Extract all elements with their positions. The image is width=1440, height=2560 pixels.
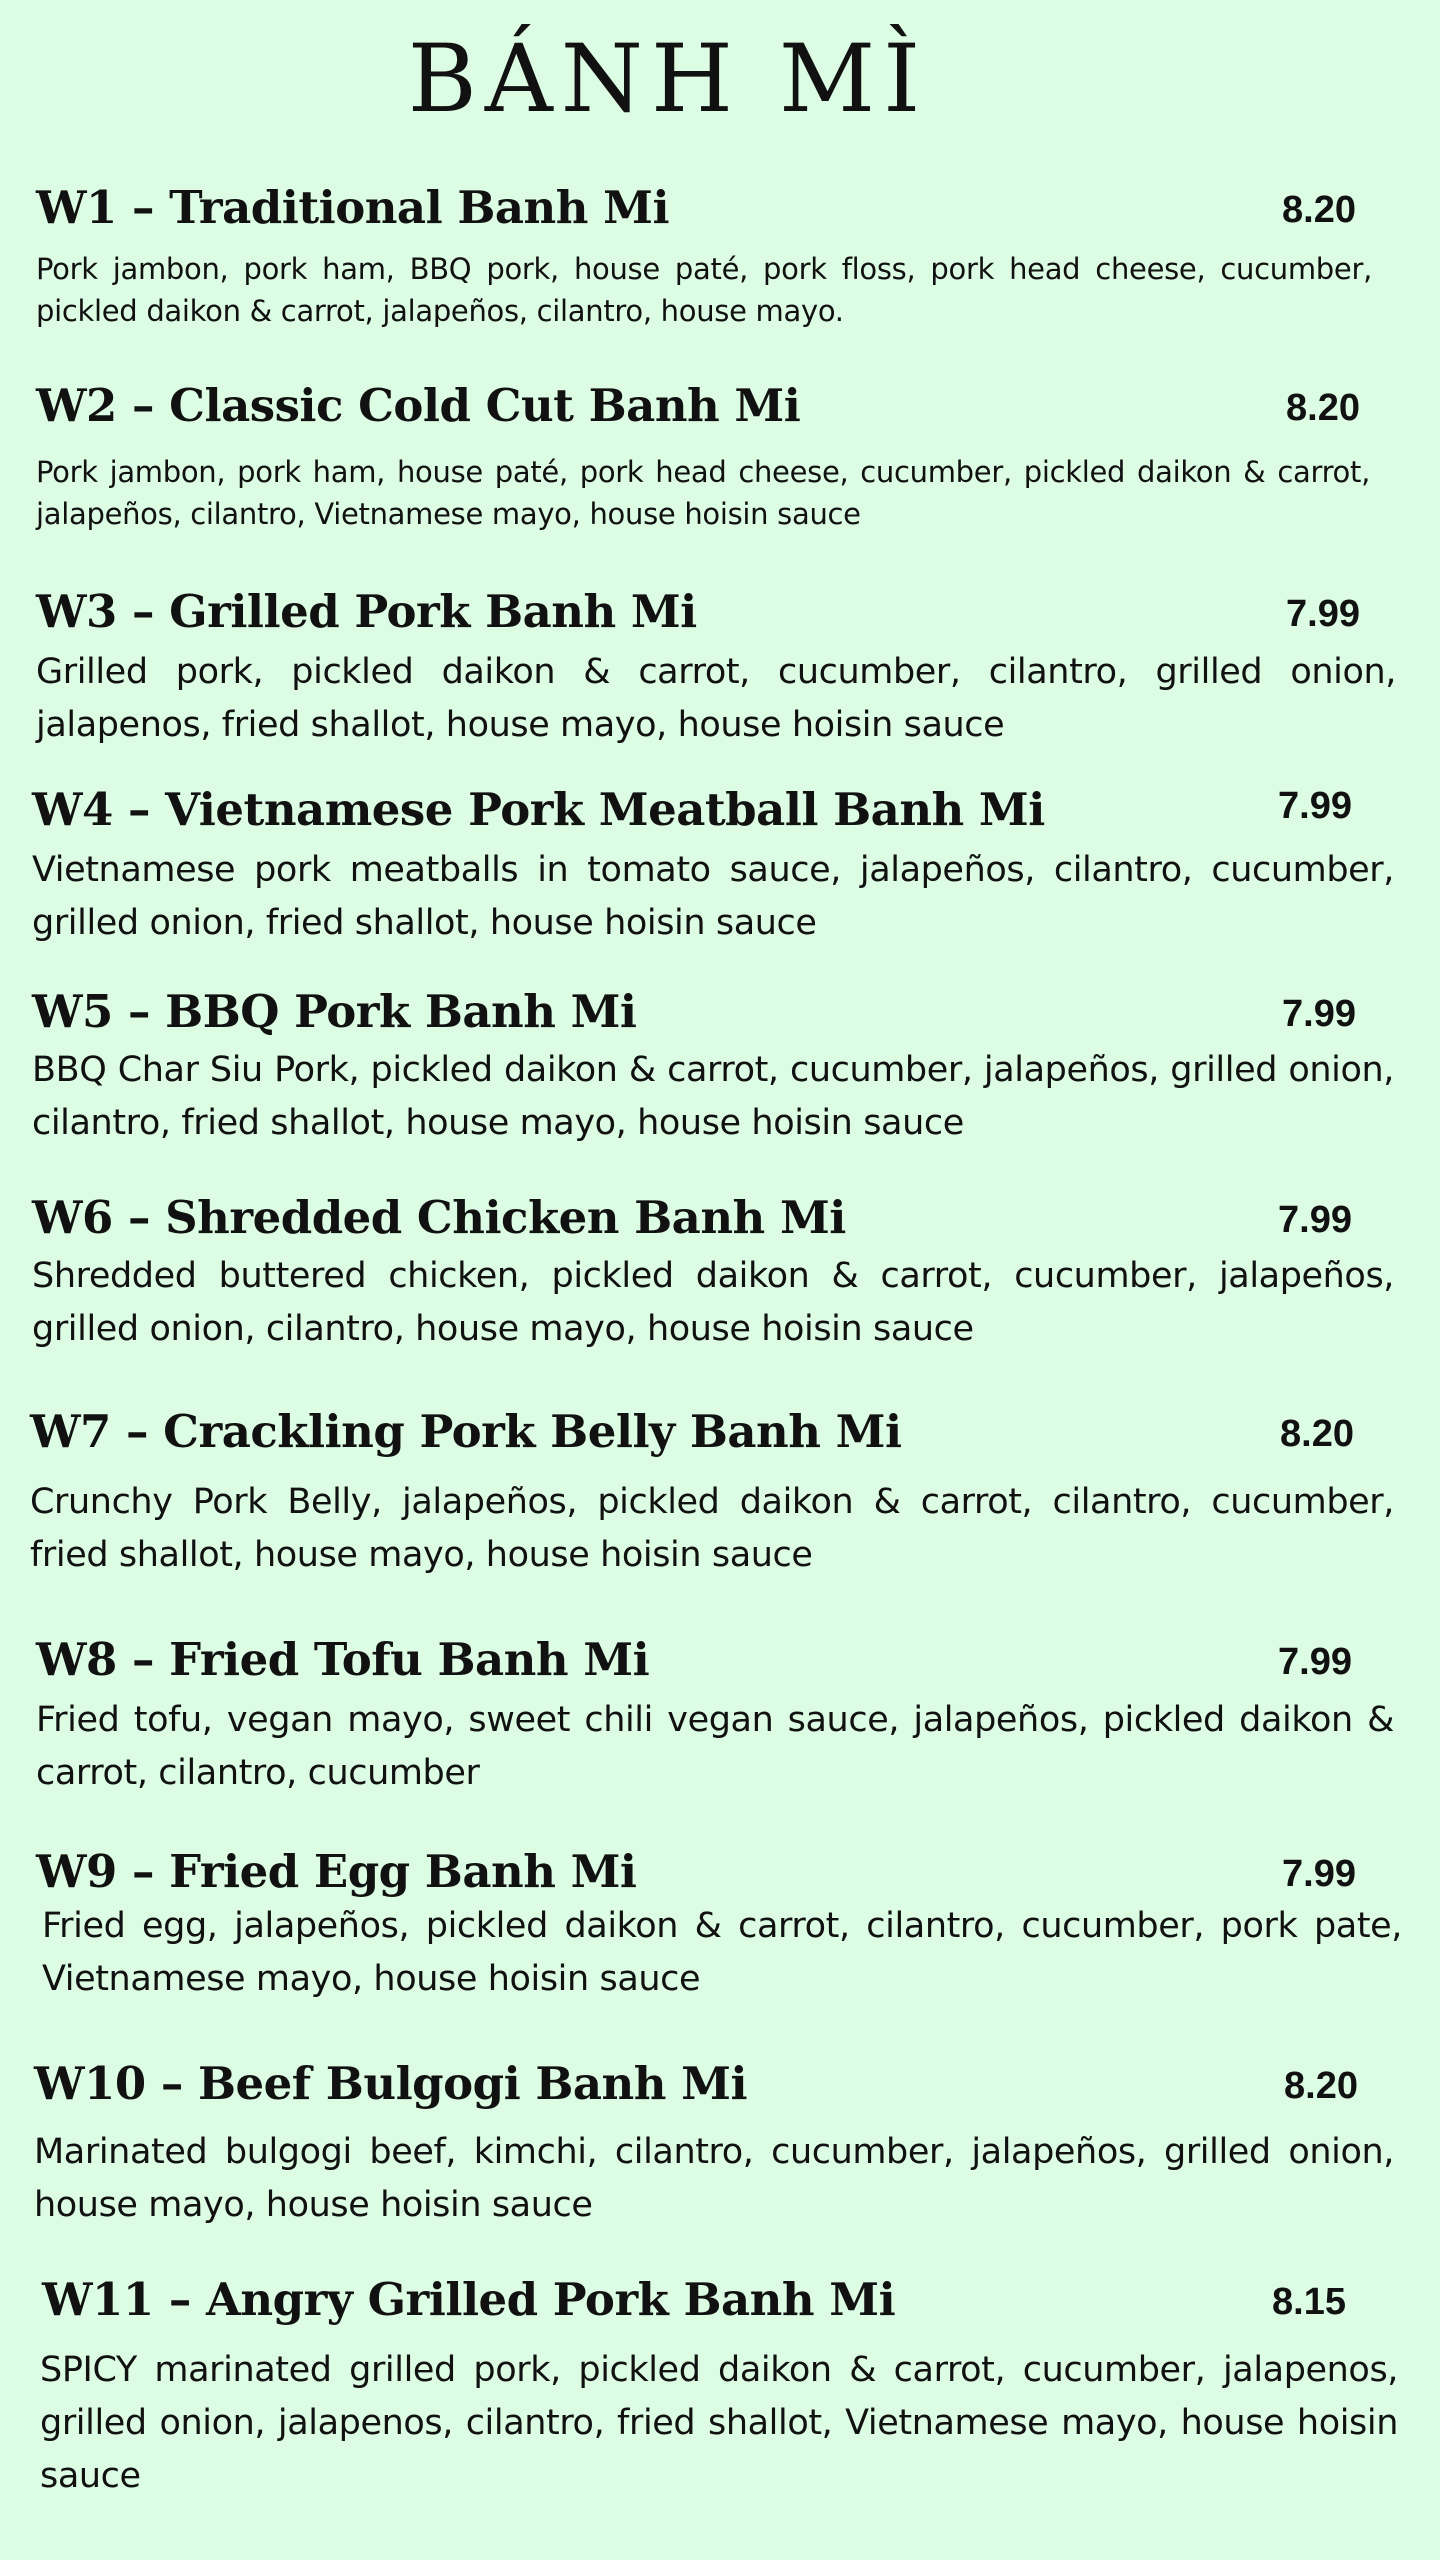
item-description: Crunchy Pork Belly, jalapeños, pickled daikon & carrot, cilantro, cucumber, fried shallot, house mayo, house hoisin sauce <box>30 1482 1394 1575</box>
item-description: Fried egg, jalapeños, pickled daikon & carrot, cilantro, cucumber, pork pate, Vietnamese mayo, house hoisin sauce <box>42 1906 1402 1999</box>
menu-title: BÁNH MÌ <box>407 25 929 134</box>
item-description: Pork jambon, pork ham, BBQ pork, house paté, pork floss, pork head cheese, cucumber, pickled daikon & carrot, jalapeños, cilantro, house mayo. <box>36 252 1372 328</box>
item-price: 8.20 <box>1280 1413 1354 1455</box>
item-price: 7.99 <box>1282 993 1356 1035</box>
item-name: W9 – Fried Egg Banh Mi <box>36 1845 637 1898</box>
item-name: W7 – Crackling Pork Belly Banh Mi <box>30 1405 902 1458</box>
item-price: 7.99 <box>1278 785 1352 827</box>
item-description: SPICY marinated grilled pork, pickled daikon & carrot, cucumber, jalapenos, grilled onion, jalapenos, cilantro, fried shallot, Vietnamese mayo, house hoisin sauce <box>40 2350 1398 2496</box>
item-name: W6 – Shredded Chicken Banh Mi <box>32 1191 846 1244</box>
item-description: Vietnamese pork meatballs in tomato sauce, jalapeños, cilantro, cucumber, grilled onion, fried shallot, house hoisin sauce <box>32 850 1394 943</box>
item-name: W5 – BBQ Pork Banh Mi <box>32 985 637 1038</box>
item-price: 7.99 <box>1282 1853 1356 1895</box>
item-price: 8.15 <box>1272 2281 1346 2323</box>
item-description: Grilled pork, pickled daikon & carrot, cucumber, cilantro, grilled onion, jalapenos, fried shallot, house mayo, house hoisin sauce <box>36 652 1396 745</box>
item-name: W4 – Vietnamese Pork Meatball Banh Mi <box>32 783 1045 836</box>
item-description: Fried tofu, vegan mayo, sweet chili vegan sauce, jalapeños, pickled daikon & carrot, cilantro, cucumber <box>36 1700 1394 1793</box>
item-price: 7.99 <box>1286 593 1360 635</box>
item-name: W10 – Beef Bulgogi Banh Mi <box>34 2057 748 2110</box>
item-name: W1 – Traditional Banh Mi <box>36 181 670 234</box>
item-name: W8 – Fried Tofu Banh Mi <box>36 1633 650 1686</box>
item-price: 8.20 <box>1282 189 1356 231</box>
item-price: 8.20 <box>1286 387 1360 429</box>
item-price: 8.20 <box>1284 2065 1358 2107</box>
item-price: 7.99 <box>1278 1199 1352 1241</box>
item-description: Shredded buttered chicken, pickled daikon & carrot, cucumber, jalapeños, grilled onion, cilantro, house mayo, house hoisin sauce <box>32 1256 1394 1349</box>
item-price: 7.99 <box>1278 1641 1352 1683</box>
item-description: Marinated bulgogi beef, kimchi, cilantro, cucumber, jalapeños, grilled onion, house mayo, house hoisin sauce <box>34 2132 1394 2225</box>
item-description: Pork jambon, pork ham, house paté, pork head cheese, cucumber, pickled daikon & carrot, jalapeños, cilantro, Vietnamese mayo, house hoisin sauce <box>36 455 1370 531</box>
item-description: BBQ Char Siu Pork, pickled daikon & carrot, cucumber, jalapeños, grilled onion, cilantro, fried shallot, house mayo, house hoisin sauce <box>32 1050 1394 1143</box>
item-name: W11 – Angry Grilled Pork Banh Mi <box>42 2273 896 2326</box>
item-name: W2 – Classic Cold Cut Banh Mi <box>36 379 801 432</box>
item-name: W3 – Grilled Pork Banh Mi <box>36 585 697 638</box>
